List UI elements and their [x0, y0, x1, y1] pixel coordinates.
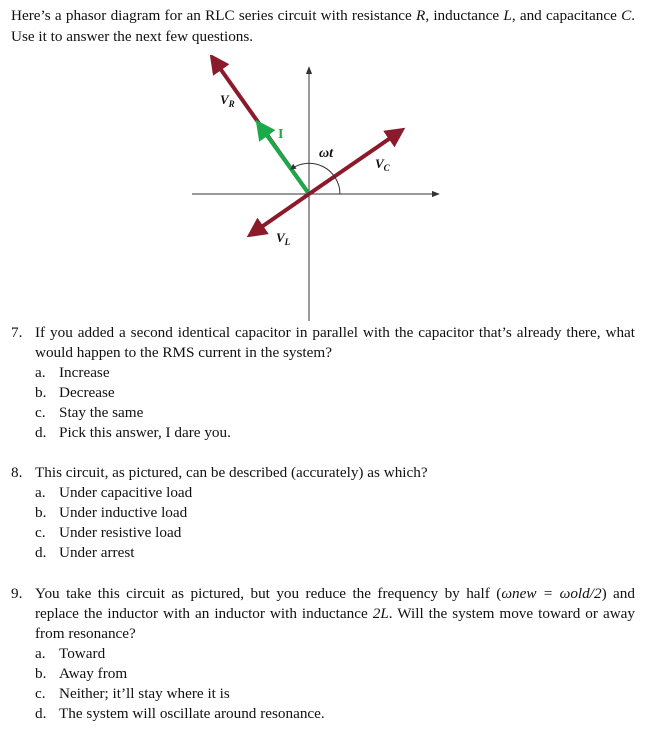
intro-text-start: Here’s a phasor diagram for an RLC series circuit with resistance: [11, 7, 417, 24]
option-8d[interactable]: [11, 543, 635, 563]
option-text: Under resistive load: [59, 524, 182, 541]
label-vr-sub: R: [228, 99, 235, 109]
option-letter: a.: [35, 645, 46, 662]
phasor-vc: [309, 130, 402, 194]
option-letter: d.: [35, 544, 47, 561]
question-9-number: 9.: [11, 585, 23, 602]
question-7-number: 7.: [11, 324, 23, 341]
option-letter: c.: [35, 685, 46, 702]
option-letter: b.: [35, 384, 47, 401]
question-8-stem: [11, 463, 635, 483]
question-7: [11, 323, 635, 443]
option-letter: a.: [35, 484, 46, 501]
label-vr-main: V: [220, 92, 229, 107]
option-text: Decrease: [59, 384, 115, 401]
option-letter: c.: [35, 524, 46, 541]
option-text: The system will oscillate around resonance.: [59, 705, 325, 722]
question-9-options: [11, 644, 635, 724]
intro-paragraph: [11, 5, 635, 47]
label-vl-main: V: [276, 230, 285, 245]
option-9c[interactable]: [11, 684, 635, 704]
option-letter: a.: [35, 364, 46, 381]
question-7-text: If you added a second identical capacitor in parallel with the capacitor that’s already there, what would happen to the RMS current in the system?: [35, 324, 635, 361]
intro-text-end: . Use it to answer the next few questions.: [11, 7, 635, 45]
option-letter: d.: [35, 705, 47, 722]
question-9-text: [35, 584, 635, 644]
label-vc-sub: C: [383, 163, 390, 173]
option-text: Pick this answer, I dare you.: [59, 424, 231, 441]
question-7-options: [11, 363, 635, 443]
question-9: [11, 584, 635, 724]
symbol-r: R: [416, 7, 426, 24]
intro-text-mid1: , inductance: [425, 7, 504, 24]
option-9d[interactable]: [11, 704, 635, 724]
question-9-stem: [11, 584, 635, 644]
option-text: Under inductive load: [59, 504, 188, 521]
phasor-current: [258, 123, 309, 194]
frequency-formula: ωnew = ωold/2: [501, 585, 602, 602]
option-text: Under arrest: [59, 544, 135, 561]
option-8a[interactable]: [11, 483, 635, 503]
symbol-c: C: [621, 7, 632, 24]
option-7b[interactable]: [11, 383, 635, 403]
option-8c[interactable]: [11, 523, 635, 543]
question-8-text: This circuit, as pictured, can be described (accurately) as which?: [35, 464, 428, 481]
symbol-l: L: [503, 7, 512, 24]
question-8-number: 8.: [11, 464, 23, 481]
question-9-text-mid: ) and replace the inductor with an inductor with inductance: [35, 585, 635, 622]
label-vc: [375, 156, 391, 173]
label-angle: ωt: [319, 146, 334, 161]
intro-text-mid2: , and capacitance: [511, 7, 622, 24]
label-vl-sub: L: [284, 237, 291, 247]
label-current: I: [278, 127, 284, 142]
option-text: Toward: [59, 645, 106, 662]
option-text: Under capacitive load: [59, 484, 193, 501]
option-text: Stay the same: [59, 404, 144, 421]
label-vl: [276, 230, 291, 247]
option-9b[interactable]: [11, 664, 635, 684]
option-7d[interactable]: [11, 423, 635, 443]
question-9-text-end: . Will the system move toward or away from resonance?: [35, 605, 636, 642]
option-text: Away from: [59, 665, 128, 682]
option-8b[interactable]: [11, 503, 635, 523]
option-letter: c.: [35, 404, 46, 421]
option-letter: d.: [35, 424, 47, 441]
question-7-stem: [11, 323, 635, 363]
question-9-text-start: You take this circuit as pictured, but you reduce the frequency by half (: [35, 585, 502, 602]
phasor-diagram: [190, 55, 450, 323]
phasor-vl: [250, 194, 309, 235]
question-8: [11, 463, 635, 563]
option-text: Increase: [59, 364, 110, 381]
inductance-value: 2L: [372, 605, 389, 622]
question-8-options: [11, 483, 635, 563]
label-vr: [220, 92, 235, 109]
option-letter: b.: [35, 665, 47, 682]
label-vc-main: V: [375, 156, 384, 171]
option-9a[interactable]: [11, 644, 635, 664]
option-7c[interactable]: [11, 403, 635, 423]
option-7a[interactable]: [11, 363, 635, 383]
option-text: Neither; it’ll stay where it is: [59, 685, 230, 702]
option-letter: b.: [35, 504, 47, 521]
